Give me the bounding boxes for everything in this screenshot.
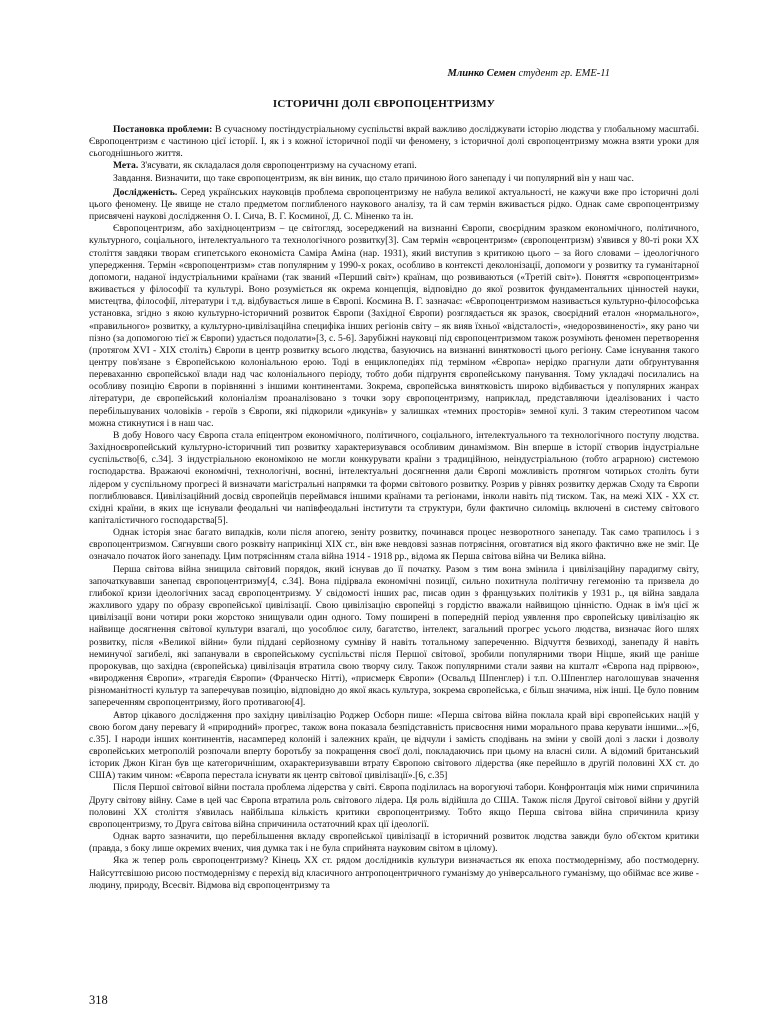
paragraph	[89, 527, 699, 563]
paragraph	[89, 831, 699, 855]
author-name: Млинко Семен	[447, 68, 516, 79]
paragraph	[89, 430, 699, 527]
paragraph-lead: Мета.	[113, 160, 139, 172]
paragraph	[89, 782, 699, 831]
paragraph-text: Яка ж тепер роль європоцентризму? Кінець XX ст. рядом дослідників культури визначається як епоха постмодернізму, або постмодерну. Найсуттєвішою рисою постмодернізму є перехід від класичного антропоцентричного гуманізму до універсального гуманізму, що обіймає все живе - людину, природу, Всесвіт. Відмова від європоцентризму та	[89, 855, 699, 891]
paragraph	[89, 173, 699, 185]
paragraph	[89, 187, 699, 223]
paragraph-text: Однак історія знає багато випадків, коли після апогею, зеніту розвитку, починався процес незворотного занепаду. Так само трапилось і з європоцентризмом. Сягнувши свого розквіту наприкінці XIX ст., він вже невдовзі зазнав потрясіння, оговтатися від якого фактично вже не зміг. Це означало початок його занепаду. Цим потрясінням стала війна 1914 - 1918 рр., відома як Перша світова війна чи Велика війна.	[89, 527, 699, 563]
paragraph-text: З'ясувати, як складалася доля європоцентризму на сучасному етапі.	[138, 160, 417, 172]
paragraph-text: Європоцентризм, або західноцентризм – це світогляд, зосереджений на визнанні Європи, своєрідним зразком економічного, політичного, культурного, соціального, інтелектуального та технологічного розвитку[3]. Сам термін «євроцентризм» (європоцентризм) з'явився у 80-ті роки XX століття завдяки творам єгипетського економіста Саміра Аміна (нар. 1931), який виступив з критикою цього – за його словами – ідеологічного упередження. Термін «європоцентризм» став популярним у 1990-х роках, особливо в контексті деколонізації, допомоги у розвитку та гуманітарної допомоги, наданої індустріальними країнами (так званий «Перший світ») країнам, що розвиваються («Третій світ»). Поняття «європоцентризм» вживається у філософії та культурі. Воно розуміється як окрема концепція, відповідно до якої розвиток фундаментальних цінностей науки, мистецтва, філософії, літератури і т.д. відбувається лише в Європі. Космина В. Г. зазначає: «Європоцентризмом називається культурно-філософська установка, згідно з якою культурно-історичний розвиток Європи (Західної Європи) розглядається як зразок, своєрідний еталон «нормального», «правильного» розвитку, а культурно-цивілізаційна специфіка інших регіонів світу – як вияв їхньої «відсталості», «недорозвиненості», яку рано чи пізно (за допомогою тієї ж Європи) удасться подолати»[3, с. 5-6]. Зарубіжні науковці під європоцентризмом також розуміють феномен перетворення (протягом XVI - XIX століть) Європи в центр розвитку всього людства, базуючись на визнанні винятковості цього регіону. Саме існування такого центру пов'язане з Європейською колоніальною ерою. Тоді в енциклопедіях під терміном «Європа» нерідко прагнули дати обґрунтування переваханню європейської влади над час колоніального періоду, тобто доби підґрунтя європейському панування. Тому укладачі посилались на особливу позицію Європи в порівнянні з іншими континентами. Зокрема, європейська винятковість широко відбивається у популярних жанрах літератури, де європейський колоніалізм проаналізовано з точки зору європоцентризму, наприклад, представляючи ідеалізованих і часто перебільшуваних чоловіків - героїв з Європи, які підкорили «дикунів» у залишках «темних просторів» земної кулі. З таким стереотипом часом можна стикнутися і в наш час.	[89, 223, 699, 429]
paragraph-lead: Дослідженість.	[113, 186, 178, 198]
paragraph	[89, 855, 699, 891]
paragraph-text: Серед українських науковців проблема європоцентризму не набула великої актуальності, не кажучи вже про історичні долі цього феномену. Це явище не стало предметом поглибленого наукового аналізу, та й сам термін вживається рідко. Однак саме європоцентризму присвячені наукові дослідження О. І. Сича, В. Г. Косминої, Д. С. Міненко та ін.	[89, 186, 699, 223]
paragraph-text: Завдання. Визначити, що таке європоцентризм, як він виник, що стало причиною його занепаду і чи популярний він у наш час.	[113, 172, 634, 184]
author-info: студент гр. ЕМЕ-11	[518, 68, 610, 79]
article-body	[89, 124, 699, 892]
paragraph-text: Перша світова війна знищила світовий порядок, який існував до її початку. Разом з тим вона змінила і цивілізаційну парадигму світу, започаткувавши занепад європоцентризму[4, с.34]. Вона підірвала економічні позиції, сильно похитнула політичну гегемонію та призвела до глибокої кризи ідеологічних засад європоцентризму. У свідомості інших рас, писав один з французьких політиків у 1931 р., ця війна завдала жахливого удару по образу європейської цивілізації. Свою цивілізацію європейці з гордістю вважали найвищою цінністю. Однак в ім'я цієї ж цивілізації вони чотири роки жорстоко знищували один одного. Тому поширені в попередній період уявлення про європейську цивілізацію як найвище досягнення світової культури взагалі, що уособлює силу, багатство, інтелект, загальний прогрес усього людства, визначає його шлях розвитку, після «Великої війни» були піддані серйозному сумніву й навіть тотальному запереченню. Відчуття безвиході, занепаду й навіть неминучої загибелі, які запанували в європейському суспільстві після Першої світової, зробили популярними твори Ніцше, який ще раніше пророкував, що західна (європейська) цивілізація втратила свою творчу силу. Також популярними стали заяви на кшталт «Європа над прірвою», «виродження Європи», «трагедія Європи» (Франческо Нітті), «присмерк Європи» (Освальд Шпенглер) і т.п. О.Шпенглер наголошував значення різноманітності культур та заперечував позицію, відповідно до якої якась культура, зокрема європейська, є більш значима, ніж інші. Це було повним запереченням європоцентризму, його противагою[4].	[89, 563, 699, 709]
paragraph-text: В сучасному постіндустріальному суспільстві вкрай важливо досліджувати історію людства у глобальному масштабі. Європоцентризм є частиною цієї історії. І, як і з кожної історичної події чи феномену, з історичної долі європоцентризму можна взяти уроки для сьогоднішнього життя.	[89, 124, 699, 160]
paragraph	[89, 160, 699, 172]
paragraph	[89, 124, 699, 160]
page-number: 318	[89, 993, 108, 1007]
paragraph-text: В добу Нового часу Європа стала епіцентром економічного, політичного, соціального, інтелектуального та технологічного поступу людства. Західноєвропейський культурно-історичний тип розвитку характеризувався особливим динамізмом. Він вперше в історії створив індустріальне суспільство[6, с.34]. З індустріальною економікою не могли конкурувати країни з традиційною, неіндустріальною (тобто аграрною) системою господарства. Вражаючі економічні, технологічні, воєнні, інтелектуальні досягнення дали Європі можливість протягом чотирьох століть бути лідером у суспільному прогресі й визначати магістральні напрямки та форми світового розвитку. Розрив у рівнях розвитку держав Сходу та Європи поглиблювався. Цивілізаційний досвід європейців переймався іншими країнами та регіонами, інколи навіть під тиском. Так, на межі XIX - XX ст. східні країни, в яких ще існували феодальні чи напівфеодальні інститути та структури, були фактично силоміць включені в систему світового капіталістичного господарства[5].	[89, 429, 699, 526]
paragraph-text: Однак варто зазначити, що перебільшення вкладу європейської цивілізації в історичний розвиток людства завжди було об'єктом критики (правда, з боку лише окремих вчених, чия думка так і не була сприйнята науковим світом в цілому).	[89, 831, 699, 855]
paragraph-text: Автор цікавого дослідження про західну цивілізацію Роджер Осборн пише: «Перша світова війна поклала край вірі європейських націй у свою богом дану перевагу й «природний» прогрес, також вона показала безпідставність присвоєння ними морального права керувати іншими...»[6, с.35]. І народи інших континентів, насамперед колоній і залежних країн, це відчули і замість сподівань на зміни у своїй долі з ласки і дозволу європейських метрополій розпочали вперту боротьбу за покращення своєї долі, покладаючись при цьому на власні сили. А відомий британський історик Джон Кіган був ще категоричнішим, охарактеризувавши втрату Європою світового лідерства (яке перейшло в другій половині XX ст. до США) таким чином: «Європа перестала існувати як центр світової цивілізації».[6, с.35]	[89, 709, 699, 782]
article-title: ІСТОРИЧНІ ДОЛІ ЄВРОПОЦЕНТРИЗМУ	[272, 98, 496, 110]
paragraph-text: Після Першої світової війни постала проблема лідерства у світі. Європа поділилась на ворогуючі табори. Конфронтація між ними спричинила Другу світову війну. Саме в цей час Європа втратила роль світового лідера. Ця роль відійшла до США. Також після Другої світової війни у другій половині XX століття з'явилась найбільша кількість критики європоцентризму. Тобто якщо Перша світова війна спричинила кризу європоцентризму, то Друга світова війна спричинила остаточний крах ції ідеології.	[89, 782, 699, 830]
paragraph	[89, 710, 699, 783]
paragraph	[89, 223, 699, 430]
paragraph	[89, 564, 699, 710]
author-line	[447, 68, 610, 79]
paragraph-lead: Постановка проблеми:	[113, 124, 213, 135]
